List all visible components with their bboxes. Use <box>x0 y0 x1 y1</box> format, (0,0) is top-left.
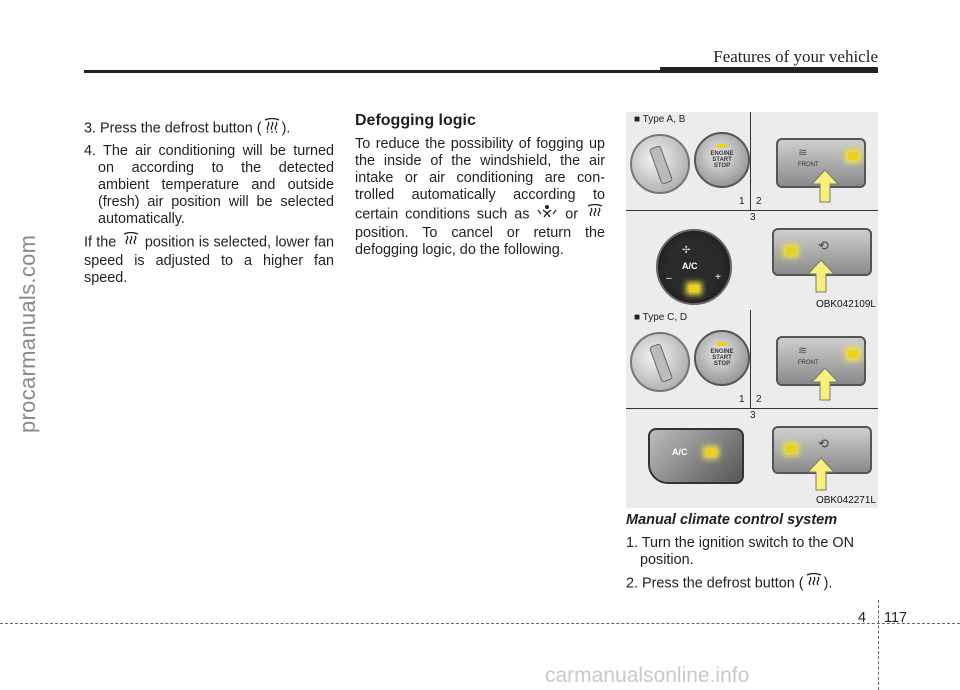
defogging-paragraph: To reduce the possibility of fogging up the inside of the windshield, the air intake or air conditioning are con-trolled automatically according to certain conditions such as or position. To cancel or return the defogging logic, do the following. <box>355 136 605 258</box>
arrow-pointer <box>806 258 836 294</box>
callout-3: 3 <box>750 410 756 421</box>
figure-code: OBK042109L <box>815 299 876 310</box>
defrost-icon <box>121 232 141 253</box>
callout-2: 2 <box>756 196 762 207</box>
figure-label: ■ Type C, D <box>634 312 688 323</box>
middle-column <box>355 112 605 259</box>
figure-type-a-b <box>626 112 878 312</box>
indicator-led <box>717 342 727 346</box>
section-heading: Defogging logic <box>355 112 476 129</box>
ac-button: A/C <box>648 428 744 484</box>
fan-icon: ✢ <box>682 245 691 256</box>
note-paragraph: If the position is selected, lower fan speed is adjusted to a higher fan speed. <box>84 232 334 287</box>
right-column-text <box>626 512 878 594</box>
ac-control-knob: ✢ A/C – + <box>656 229 732 305</box>
defrost-icon: ≋ <box>798 345 808 357</box>
indicator-led <box>786 445 796 453</box>
callout-3: 3 <box>750 212 756 223</box>
arrow-pointer <box>806 456 836 492</box>
figure-divider <box>626 408 878 409</box>
side-watermark: procarmanuals.com <box>15 234 40 433</box>
running-header-title: Features of your vehicle <box>713 47 878 66</box>
car-recirculation-icon: ⟲ <box>818 436 829 451</box>
chapter-number: 4 <box>858 610 867 626</box>
defrost-icon <box>585 204 605 225</box>
figure-divider-vertical <box>750 112 751 210</box>
engine-start-stop-button: ENGINE START STOP <box>694 132 750 188</box>
indicator-led <box>786 247 796 255</box>
indicator-led <box>848 350 858 358</box>
step-2: 2. Press the defrost button ( ). <box>626 573 878 594</box>
front-defrost-button: ≋ FRONT <box>776 336 866 386</box>
step-1: 1. Turn the ignition switch to the ON position. <box>626 535 854 568</box>
defrost-icon <box>262 118 282 139</box>
arrow-pointer <box>810 168 840 204</box>
defrost-icon <box>804 573 824 594</box>
indicator-led <box>706 449 716 456</box>
footer-rule <box>0 623 960 624</box>
callout-2: 2 <box>756 394 762 405</box>
figure-divider <box>626 210 878 211</box>
figure-code: OBK042271L <box>815 495 876 506</box>
car-recirculation-icon: ⟲ <box>818 238 829 253</box>
callout-1: 1 <box>739 196 745 207</box>
figure-divider-vertical <box>750 310 751 408</box>
figure-type-c-d <box>626 310 878 508</box>
header-rule-accent <box>660 67 878 73</box>
figure-label: ■ Type A, B <box>634 114 686 125</box>
arrow-pointer <box>810 366 840 402</box>
callout-1: 1 <box>739 394 745 405</box>
page-number: 117 <box>884 610 908 626</box>
footer-separator <box>878 600 879 690</box>
defrost-icon: ≋ <box>798 147 808 159</box>
bottom-watermark: carmanualsonline.info <box>545 664 750 687</box>
left-column <box>84 118 334 287</box>
front-defrost-button: ≋ FRONT <box>776 138 866 188</box>
indicator-led <box>848 152 858 160</box>
floor-defrost-icon <box>536 204 558 225</box>
indicator-led <box>689 285 699 292</box>
engine-start-stop-button: ENGINE START STOP <box>694 330 750 386</box>
ignition-key-cylinder <box>630 134 690 194</box>
ignition-key-cylinder <box>630 332 690 392</box>
indicator-led <box>717 144 727 148</box>
subsection-heading: Manual climate control system <box>626 512 838 528</box>
step-3: 3. Press the defrost button ( ). <box>84 118 334 139</box>
step-4: 4. The air conditioning will be turned on according to the detected ambient temperature and outside (fresh) air position will be selected automatically. <box>84 143 334 227</box>
